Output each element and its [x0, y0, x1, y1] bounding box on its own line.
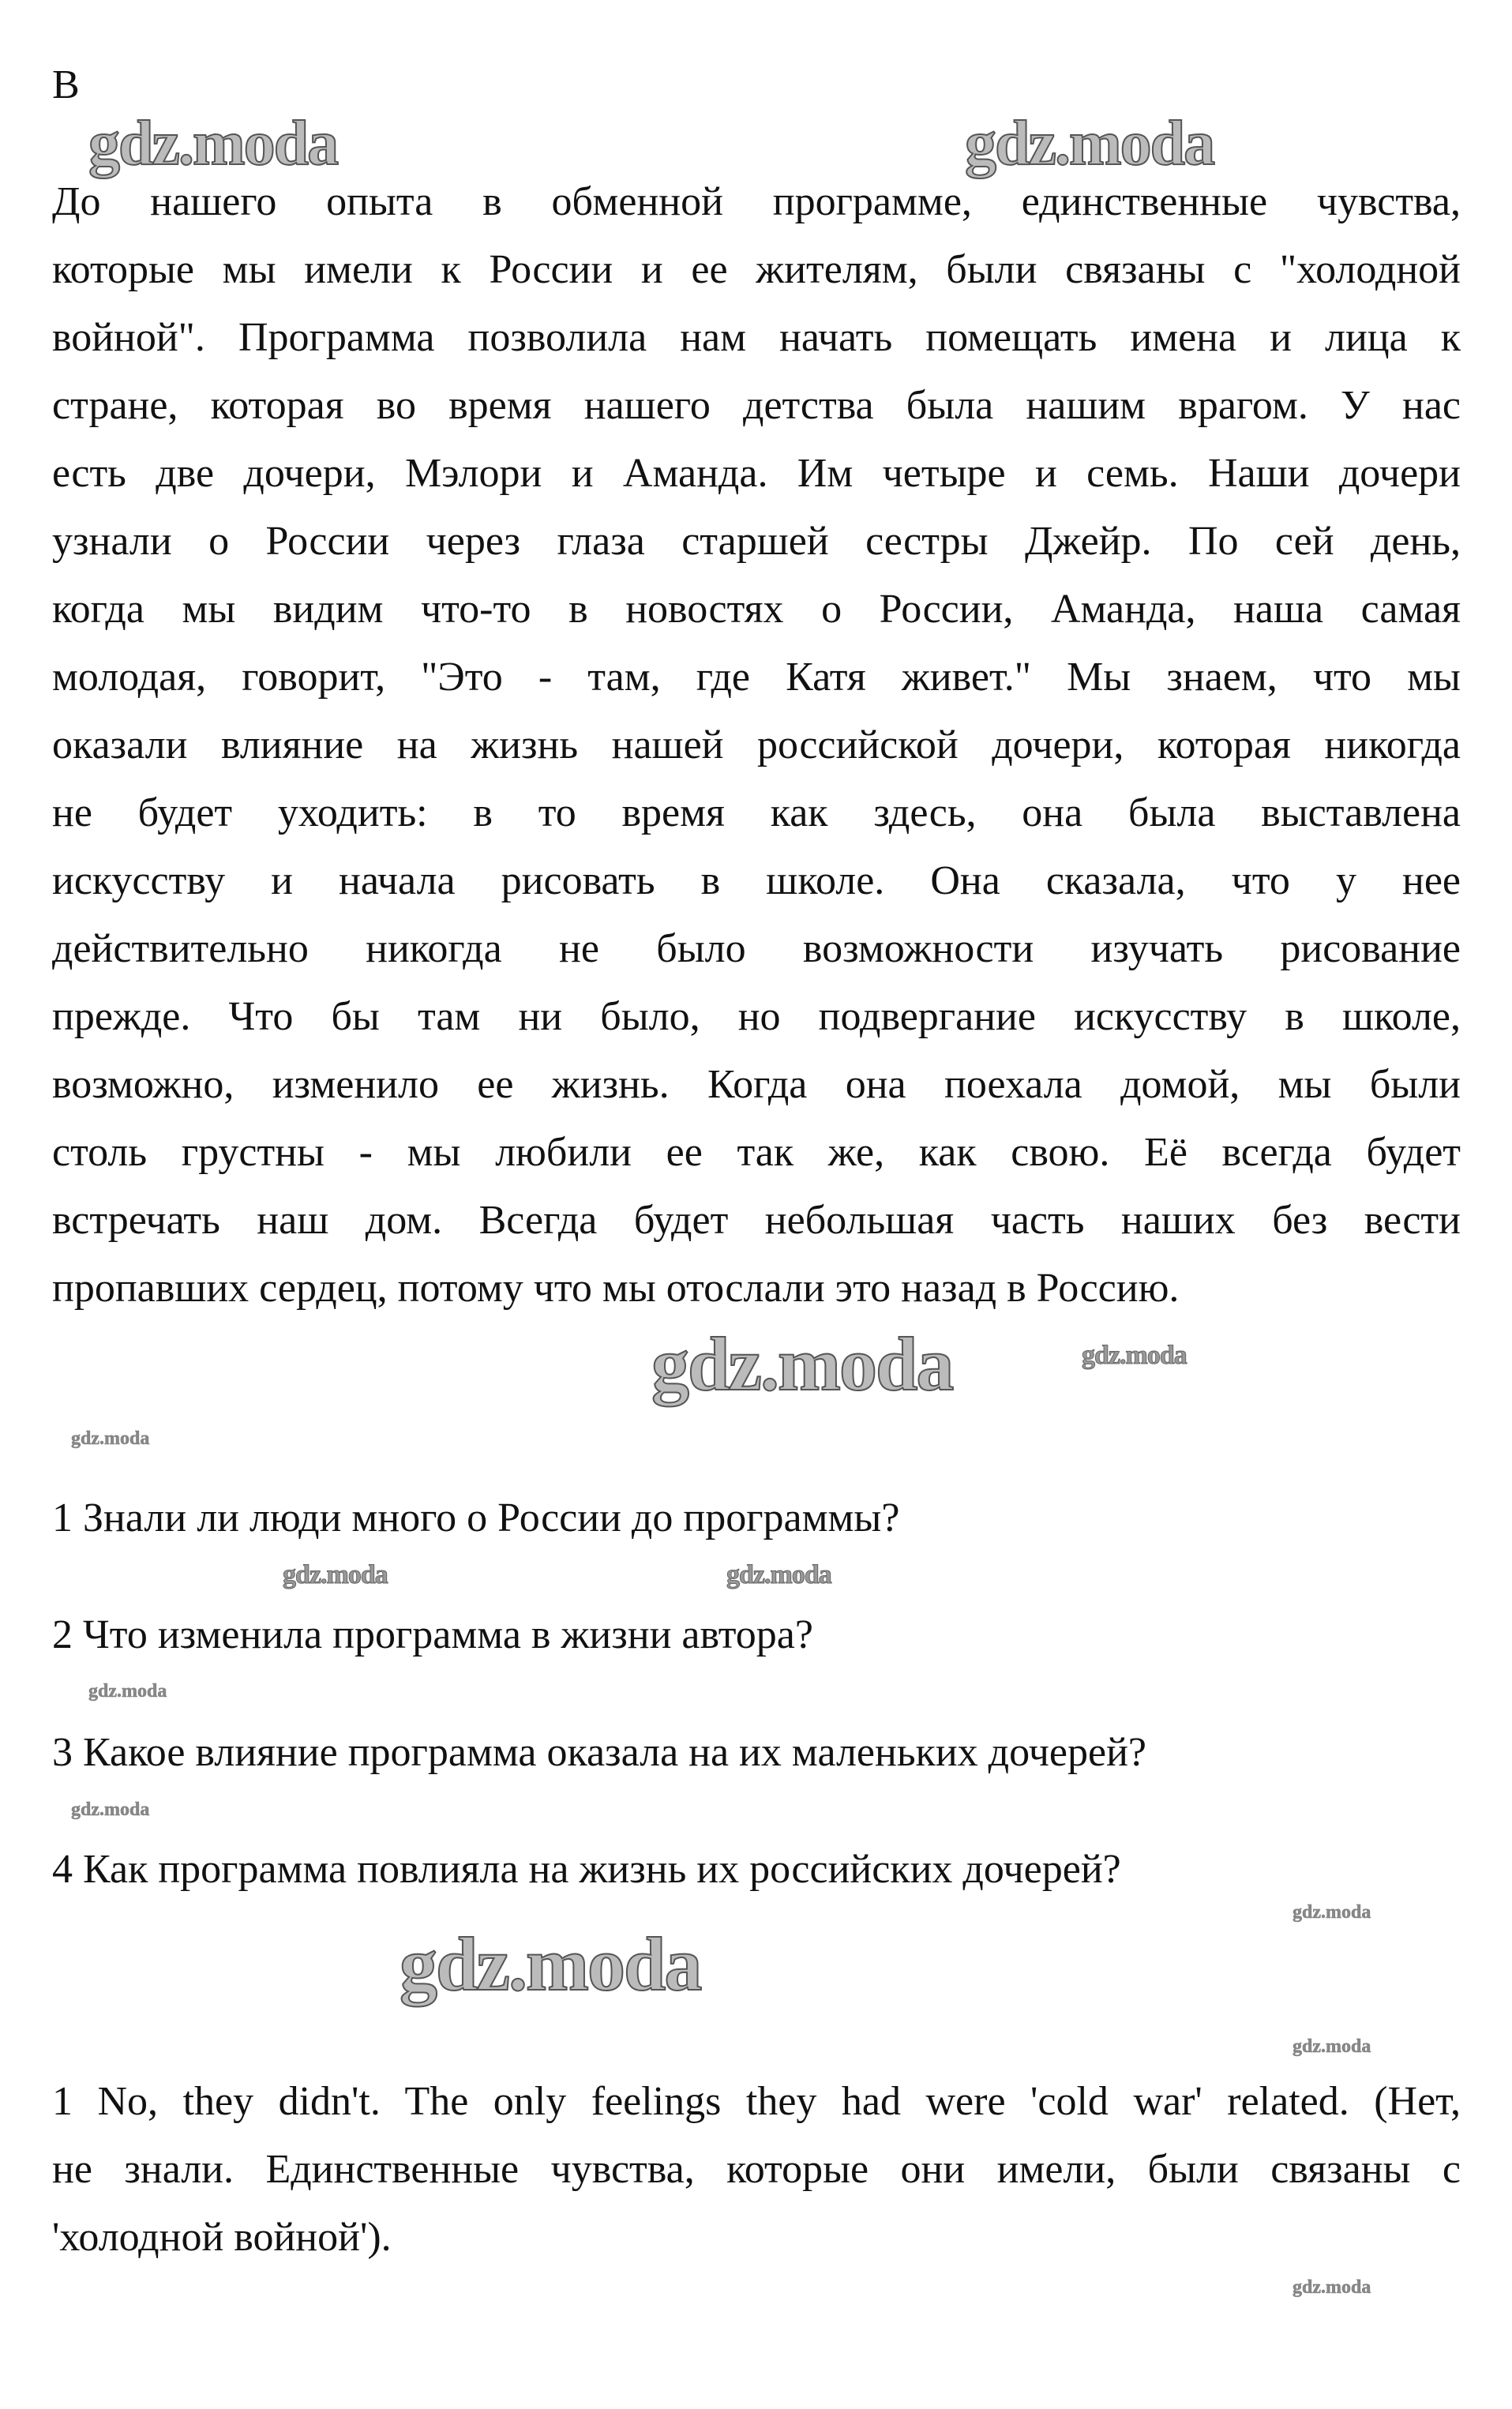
- question-item: 1 Знали ли люди много о России до программы?: [52, 1495, 900, 1540]
- text-line: столь грустны - мы любили ее так же, как свою. Её всегда будет: [52, 1130, 1461, 1175]
- text-line: оказали влияние на жизнь нашей российской дочери, которая никогда: [52, 722, 1461, 767]
- watermark: gdz.moda: [1293, 1902, 1371, 1923]
- watermark: gdz.moda: [1293, 2277, 1371, 2298]
- text-line: когда мы видим что-то в новостях о России, Аманда, наша самая: [52, 587, 1461, 632]
- watermark: gdz.moda: [88, 1681, 167, 1702]
- text-line: До нашего опыта в обменной программе, единственные чувства,: [52, 179, 1461, 224]
- watermark: gdz.moda: [400, 1922, 701, 2006]
- watermark: gdz.moda: [71, 1799, 150, 1820]
- watermark: gdz.moda: [1293, 2036, 1371, 2057]
- text-line: 1 No, they didn't. The only feelings they had were 'cold war' related. (Нет,: [52, 2079, 1461, 2124]
- text-line: молодая, говорит, "Это - там, где Катя живет." Мы знаем, что мы: [52, 655, 1461, 700]
- text-line: искусству и начала рисовать в школе. Она сказала, что у нее: [52, 858, 1461, 903]
- question-item: 4 Как программа повлияла на жизнь их российских дочерей?: [52, 1847, 1121, 1892]
- watermark: gdz.moda: [651, 1322, 953, 1406]
- text-line: стране, которая во время нашего детства была нашим врагом. У нас: [52, 383, 1461, 428]
- text-line: которые мы имели к России и ее жителям, были связаны с "холодной: [52, 247, 1461, 292]
- question-item: 3 Какое влияние программа оказала на их маленьких дочерей?: [52, 1730, 1146, 1775]
- text-line: узнали о России через глаза старшей сестры Джейр. По сей день,: [52, 519, 1461, 564]
- text-line: не будет уходить: в то время как здесь, она была выставлена: [52, 790, 1461, 835]
- text-line: войной". Программа позволила нам начать помещать имена и лица к: [52, 315, 1461, 360]
- watermark: gdz.moda: [965, 109, 1214, 178]
- watermark: gdz.moda: [88, 109, 338, 178]
- section-letter: B: [52, 62, 80, 107]
- watermark: gdz.moda: [726, 1560, 831, 1589]
- watermark: gdz.moda: [1082, 1341, 1187, 1370]
- text-line: встречать наш дом. Всегда будет небольшая часть наших без вести: [52, 1198, 1461, 1243]
- text-line: возможно, изменило ее жизнь. Когда она поехала домой, мы были: [52, 1062, 1461, 1107]
- watermark: gdz.moda: [283, 1560, 388, 1589]
- text-line: есть две дочери, Мэлори и Аманда. Им четыре и семь. Наши дочери: [52, 451, 1461, 496]
- watermark: gdz.moda: [71, 1428, 150, 1449]
- question-item: 2 Что изменила программа в жизни автора?: [52, 1612, 813, 1657]
- text-line: пропавших сердец, потому что мы отослали это назад в Россию.: [52, 1266, 1180, 1311]
- text-line: прежде. Что бы там ни было, но подвергание искусству в школе,: [52, 994, 1461, 1039]
- text-line: действительно никогда не было возможности изучать рисование: [52, 926, 1461, 971]
- text-line: 'холодной войной').: [52, 2215, 392, 2260]
- text-line: не знали. Единственные чувства, которые они имели, были связаны с: [52, 2147, 1461, 2192]
